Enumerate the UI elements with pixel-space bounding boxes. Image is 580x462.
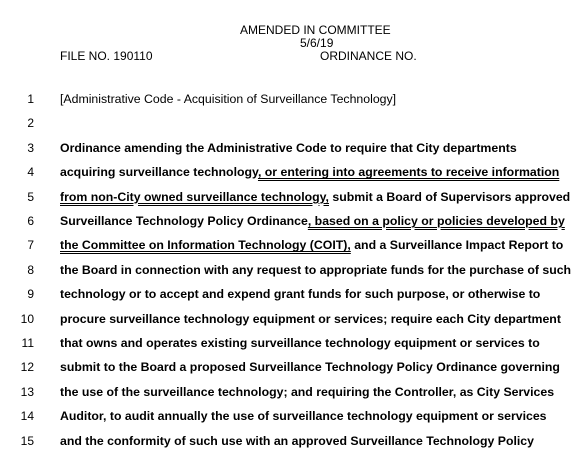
line-text — [60, 165, 559, 179]
line-text — [60, 434, 534, 448]
line-text — [60, 238, 563, 252]
line-text — [60, 385, 554, 399]
line-text — [60, 409, 547, 423]
document-line — [0, 137, 580, 161]
amendment-status: AMENDED IN COMMITTEE — [240, 23, 391, 37]
line-number: 9 — [27, 287, 34, 302]
document-line — [0, 332, 580, 356]
line-number: 4 — [27, 165, 34, 180]
line-text — [60, 214, 565, 228]
line-text — [60, 263, 571, 277]
text-segment: procure surveillance technology equipment or services; require each City department — [60, 311, 561, 326]
document-line — [0, 405, 580, 429]
line-number: 15 — [20, 433, 34, 448]
line-number: 13 — [20, 384, 34, 399]
text-segment: that owns and operates existing surveillance technology equipment or services to — [60, 336, 540, 350]
document-line — [0, 210, 580, 234]
document-line — [0, 356, 580, 380]
text-segment: and a Surveillance Impact Report to — [350, 238, 564, 253]
text-segment: Surveillance Technology Policy Ordinance — [60, 214, 308, 228]
document-line — [0, 186, 580, 210]
line-text — [60, 312, 561, 326]
line-number: 6 — [27, 214, 34, 228]
ordinance-number: ORDINANCE NO. — [320, 49, 417, 63]
line-text — [60, 190, 570, 204]
amendment-insertion: the Committee on Information Technology (COIT), — [60, 238, 351, 253]
line-number: 11 — [21, 336, 34, 350]
line-number: 1 — [27, 92, 34, 106]
text-segment: acquiring surveillance technology — [60, 165, 258, 180]
text-segment: the Board in connection with any request to appropriate funds for the purchase of such — [60, 262, 572, 277]
ordinance-caption — [60, 92, 396, 106]
document-line — [0, 430, 580, 454]
text-segment: Ordinance amending the Administrative Code to require that City departments — [60, 140, 517, 155]
document-line — [0, 259, 580, 283]
amendment-date: 5/6/19 — [300, 36, 334, 50]
amendment-insertion: , or entering into agreements to receive information — [257, 165, 560, 180]
document-line — [0, 234, 580, 258]
amendment-insertion: from non-City owned surveillance technology, — [60, 189, 329, 204]
document-line — [0, 88, 580, 112]
document-line — [0, 112, 580, 136]
line-number: 14 — [20, 409, 34, 424]
line-number: 5 — [27, 189, 34, 204]
document-line — [0, 308, 580, 332]
line-number: 8 — [27, 262, 34, 277]
line-text — [60, 141, 517, 155]
text-segment: [Administrative Code - Acquisition of Surveillance Technology] — [60, 92, 397, 106]
text-segment: technology or to accept and expend grant funds for such purpose, or otherwise to — [60, 287, 541, 302]
text-segment: submit a Board of Supervisors approved — [328, 189, 571, 204]
line-number: 2 — [27, 116, 34, 131]
line-number: 3 — [27, 140, 34, 155]
amendment-insertion: , based on a policy or policies developed by — [307, 214, 565, 228]
line-text — [60, 360, 560, 374]
line-number: 7 — [27, 238, 34, 253]
document-line — [0, 381, 580, 405]
line-text — [60, 287, 540, 301]
line-number: 10 — [20, 311, 34, 326]
line-number: 12 — [20, 360, 34, 375]
text-segment: and the conformity of such use with an approved Surveillance Technology Policy — [60, 433, 534, 448]
document-line — [0, 161, 580, 185]
line-text — [60, 336, 540, 350]
text-segment: the use of the surveillance technology; and requiring the Controller, as City Services — [60, 384, 555, 399]
file-number: FILE NO. 190110 — [60, 49, 153, 63]
text-segment: Auditor, to audit annually the use of surveillance technology equipment or services — [60, 409, 547, 424]
document-line — [0, 283, 580, 307]
text-segment: submit to the Board a proposed Surveillance Technology Policy Ordinance governing — [60, 360, 560, 375]
